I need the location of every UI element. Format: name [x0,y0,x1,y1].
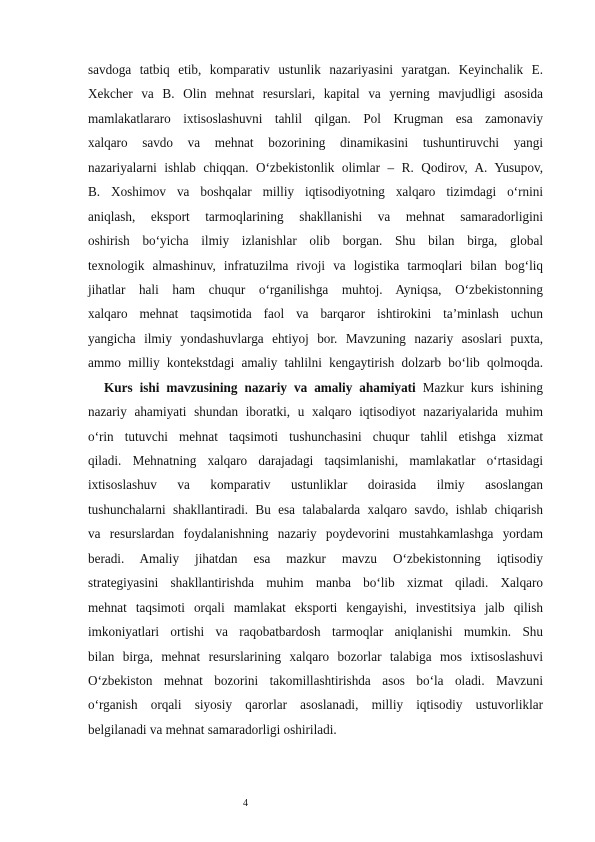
text-line: nazariy ahamiyati shundan iboratki, u xalqaro iqtisodiyot nazariyalarida muhim [88,404,543,420]
text-line: mehnat taqsimoti orqali mamlakat eksporti kengayishi, investitsiya jalb qilish [88,599,543,615]
text-line: texnologik almashinuv, infratuzilma rivoji va logistika tarmoqlari bilan bog‘liq [88,257,543,273]
text-line: mamlakatlararo ixtisoslashuvni tahlil qilgan. Pol Krugman esa zamonaviy [88,110,543,126]
text-line: jihatlar hali ham chuqur o‘rganilishga muhtoj. Ayniqsa, O‘zbekistonning [88,281,543,297]
text-line: xalqaro savdo va mehnat bozorining dinamikasini tushuntiruvchi yangi [88,135,543,151]
heading-continuation: Mazkur kurs ishining [415,379,543,395]
document-page [88,58,543,742]
text-line: ixtisoslashuv va komparativ ustunliklar doirasida ilmiy asoslangan [88,477,543,493]
section-heading: Kurs ishi mavzusining nazariy va amaliy ahamiyati [104,379,416,395]
text-line: savdoga tatbiq etib, komparativ ustunlik nazariyasini yaratgan. Keyinchalik E. [88,62,543,77]
text-line: bilan birga, mehnat resurslarining xalqaro bozorlar talabiga mos ixtisoslashuvi [88,648,543,664]
text-line: yangicha ilmiy yondashuvlarga ehtiyoj bor. Mavzuning nazariy asoslari puxta, [88,330,543,346]
text-line: O‘zbekiston mehnat bozorini takomillashtirishda asos bo‘la oladi. Mavzuni [88,672,543,688]
paragraph-significance [88,376,543,743]
text-line: xalqaro mehnat taqsimotida faol va barqaror ishtirokini ta’minlash uchun [88,306,543,322]
page-number: 4 [243,798,248,809]
text-line: imkoniyatlari ortishi va raqobatbardosh tarmoqlar aniqlanishi mumkin. Shu [88,624,543,640]
text-line: tushunchalarni shakllantiradi. Bu esa talabalarda xalqaro savdo, ishlab chiqarish [88,501,543,517]
text-line: oshirish bo‘yicha ilmiy izlanishlar olib borgan. Shu bilan birga, global [88,233,543,249]
text-line: o‘rganish orqali siyosiy qarorlar asoslanadi, milliy iqtisodiy ustuvorliklar [88,697,543,713]
text-line: strategiyasini shakllantirishda muhim manba bo‘lib xizmat qiladi. Xalqaro [88,575,543,591]
text-line-with-heading [88,376,543,400]
text-line: beradi. Amaliy jihatdan esa mazkur mavzu O‘zbekistonning iqtisodiy [88,550,543,566]
text-line: aniqlash, eksport tarmoqlarining shakllanishi va mehnat samaradorligini [88,208,543,224]
text-line: Xekcher va B. Olin mehnat resurslari, kapital va yerning mavjudligi asosida [88,86,543,102]
text-line: ammo milliy kontekstdagi amaliy tahlilni kengaytirish dolzarb bo‘lib qolmoqda. [88,355,543,371]
text-line: belgilanadi va mehnat samaradorligi oshiriladi. [88,721,337,737]
text-line: nazariyalarni ishlab chiqqan. O‘zbekistonlik olimlar – R. Qodirov, A. Yusupov, [88,159,543,175]
text-line: qiladi. Mehnatning xalqaro darajadagi taqsimlanishi, mamlakatlar o‘rtasidagi [88,453,543,468]
text-line: o‘rin tutuvchi mehnat taqsimoti tushunchasini chuqur tahlil etishga xizmat [88,428,543,444]
text-line: va resurslardan foydalanishning nazariy poydevorini mustahkamlashga yordam [88,526,543,542]
text-line: B. Xoshimov va boshqalar milliy iqtisodiyotning xalqaro tizimdagi o‘rnini [88,184,543,200]
paragraph-literature-review [88,58,543,376]
